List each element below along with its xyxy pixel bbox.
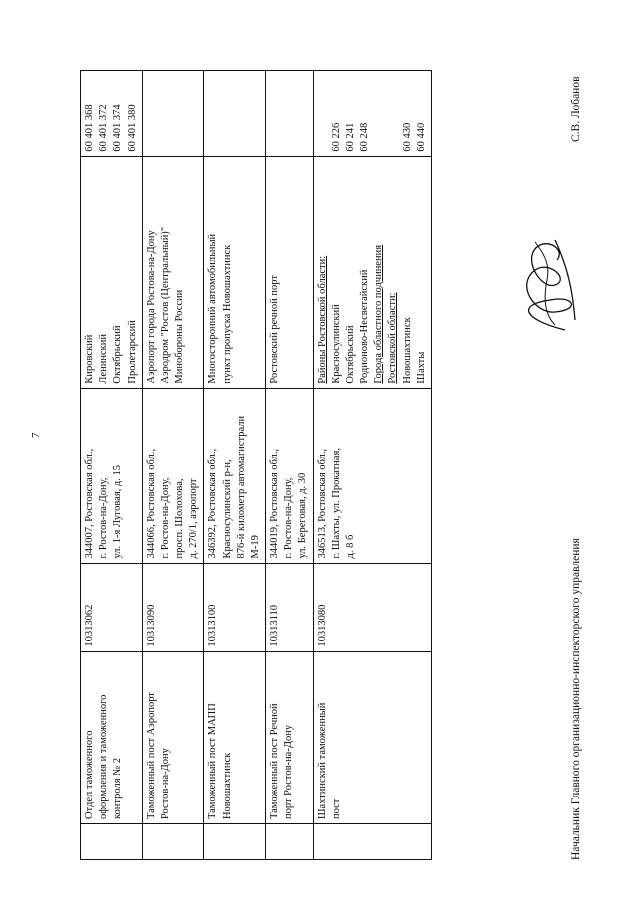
office-code-cell: 10313100 xyxy=(204,563,266,651)
territory-line: Районы Ростовской области: xyxy=(316,255,328,384)
office-code-cell: 10313062 xyxy=(81,563,143,651)
signer-title: Начальник Главного организационно-инспекторского управления xyxy=(570,538,582,860)
territory-line: Родионово-Несветайский xyxy=(359,269,371,384)
table-row xyxy=(204,71,266,860)
office-code-cell: 10313080 xyxy=(313,563,431,651)
territory-line: Кировский xyxy=(84,334,95,384)
office-code-cell: 10313110 xyxy=(266,563,314,651)
office-address-cell-line: 346392, Ростовская обл., xyxy=(207,448,219,559)
office-name-cell-line: контроля № 2 xyxy=(112,757,124,820)
rotated-page-content xyxy=(80,70,625,860)
office-name-cell-line: Шахтинский таможенный xyxy=(316,702,328,820)
table-row xyxy=(81,71,143,860)
office-address-cell xyxy=(142,388,204,563)
okato-code xyxy=(372,75,386,152)
okato-cell xyxy=(142,71,204,157)
office-address-cell xyxy=(81,388,143,563)
row-blank-cell xyxy=(81,824,143,860)
territory-line: Минобороны России xyxy=(174,289,186,384)
office-name-cell-line: Отдел таможенного xyxy=(84,730,95,820)
okato-cell xyxy=(266,71,314,157)
office-name-cell-line: Таможенный пост Речной xyxy=(269,703,281,820)
office-name-cell xyxy=(313,651,431,823)
territory-line: Пролетарский xyxy=(126,320,138,384)
okato-code: 60 226 xyxy=(330,122,342,152)
territory-line: Ростовский речной порт xyxy=(269,275,281,384)
office-address-cell-line: д. 270/1, аэропорт xyxy=(188,478,200,559)
office-address-cell-line: ул. 1-я Луговая, д. 15 xyxy=(112,464,124,559)
territory-line: Красносулинский xyxy=(330,304,342,384)
customs-offices-table xyxy=(80,70,432,860)
okato-code: 60 401 372 xyxy=(98,104,110,152)
okato-code: 60 430 xyxy=(401,122,413,152)
office-name-cell-line: оформления и таможенного xyxy=(98,694,110,820)
office-address-cell xyxy=(313,388,431,563)
page-number: 7 xyxy=(30,432,42,438)
office-address-cell-line: 344007, Ростовская обл., xyxy=(84,448,95,559)
office-address-cell-line: г. Ростов-на-Дону, xyxy=(98,477,110,559)
signature-image xyxy=(495,230,595,340)
okato-cell xyxy=(313,71,431,157)
okato-code: 60 401 374 xyxy=(112,104,124,152)
office-address-cell xyxy=(204,388,266,563)
territory-line: Ленинский xyxy=(98,334,110,384)
office-address-cell xyxy=(266,388,314,563)
okato-code: 60 440 xyxy=(415,122,427,152)
office-address-cell-line: 344019, Ростовская обл., xyxy=(269,448,281,559)
office-address-cell-line: просп. Шолохова, xyxy=(174,478,186,559)
table-row xyxy=(313,71,431,860)
office-name-cell xyxy=(81,651,143,823)
territory-cell xyxy=(266,156,314,388)
territory-line: Шахты xyxy=(415,351,427,384)
office-name-cell xyxy=(204,651,266,823)
footer xyxy=(475,70,615,860)
territory-cell xyxy=(81,156,143,388)
territory-cell xyxy=(313,156,431,388)
table-row xyxy=(142,71,204,860)
okato-code: 60 401 368 xyxy=(84,104,95,152)
office-name-cell-line: Таможенный пост МАПП xyxy=(207,703,219,820)
territory-cell xyxy=(204,156,266,388)
row-blank-cell xyxy=(313,824,431,860)
okato-code: 60 241 xyxy=(344,122,356,152)
territory-cell xyxy=(142,156,204,388)
territory-line: Города областного подчинения xyxy=(373,244,385,384)
table-row xyxy=(266,71,314,860)
office-address-cell-line: г. Ростов-на-Дону, xyxy=(283,477,295,559)
row-blank-cell xyxy=(204,824,266,860)
office-address-cell-line: г. Ростов-на-Дону, xyxy=(159,477,171,559)
office-address-cell-line: 344066, Ростовская обл., xyxy=(145,448,157,559)
office-address-cell-line: М-19 xyxy=(249,535,261,559)
office-name-cell-line: Новошахтинск xyxy=(221,752,233,820)
okato-cell xyxy=(81,71,143,157)
office-address-cell-line: д. 8 б xyxy=(344,534,356,559)
office-address-cell-line: 346513, Ростовская обл., xyxy=(316,448,328,559)
office-name-cell-line: порт Ростов-на-Дону xyxy=(283,724,295,820)
office-name-cell-line: Таможенный пост Аэропорт xyxy=(145,692,157,820)
office-name-cell xyxy=(142,651,204,823)
territory-line: Аэропорт города Ростова-на-Дону xyxy=(145,230,157,384)
office-name-cell-line: пост xyxy=(330,798,342,820)
office-name-cell xyxy=(266,651,314,823)
okato-cell xyxy=(204,71,266,157)
row-blank-cell xyxy=(266,824,314,860)
office-address-cell-line: Красносулинский р-н, xyxy=(221,459,233,559)
row-blank-cell xyxy=(142,824,204,860)
office-address-cell-line: ул. Береговая, д. 30 xyxy=(297,472,309,559)
office-code-cell: 10313090 xyxy=(142,563,204,651)
okato-code xyxy=(386,75,400,152)
territory-line: Новошахтинск xyxy=(401,317,413,384)
territory-line: Многосторонний автомобильный xyxy=(207,233,219,384)
okato-code xyxy=(316,75,330,152)
office-address-cell-line: г. Шахты, ул. Прокатная, xyxy=(330,447,342,559)
office-name-cell-line: Ростов-на-Дону xyxy=(159,748,171,820)
territory-line: пункт пропуска Новошахтинск xyxy=(221,244,233,384)
signer-name: С.В. Лобанов xyxy=(570,76,582,142)
territory-line: Ростовской области: xyxy=(387,292,399,384)
okato-code: 60 401 380 xyxy=(126,104,138,152)
territory-line: Аэродром "Ростов (Центральный)" xyxy=(159,226,171,384)
territory-line: Октябрьский xyxy=(112,325,124,384)
office-address-cell-line: 876-й километр автомагистрали xyxy=(235,415,247,559)
okato-code: 60 248 xyxy=(359,122,371,152)
territory-line: Октябрьский xyxy=(344,325,356,384)
